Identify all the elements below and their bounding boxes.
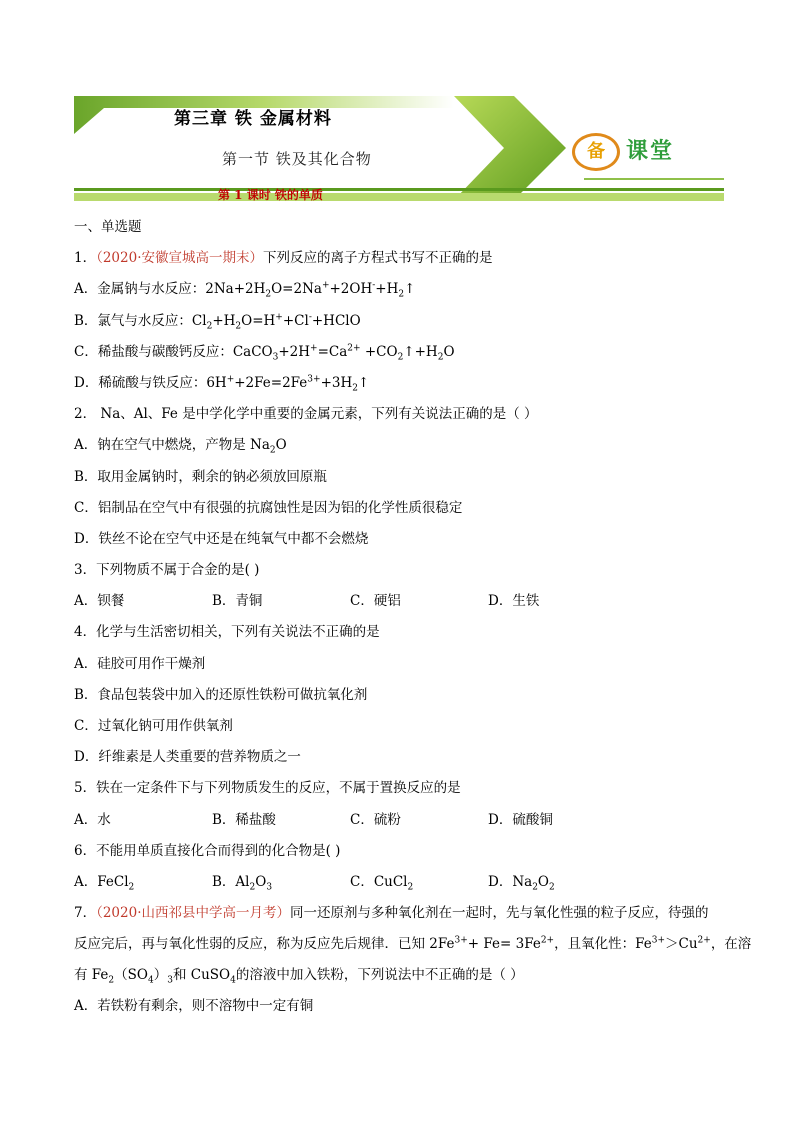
- q6-options: [74, 867, 724, 898]
- q3-option-c: C．硬铝: [350, 593, 401, 610]
- question-source: （2020·安徽宣城高一期末）: [96, 250, 263, 267]
- q5-option-a: A．水: [74, 811, 111, 828]
- question-text: 和 CuSO: [172, 967, 231, 984]
- chevron-shape: [454, 96, 566, 200]
- q3-options: [74, 586, 724, 617]
- document-body: [74, 212, 752, 1022]
- question-text: ，在溶: [710, 936, 752, 953]
- q4-option-a: A．硅胶可用作干燥剂: [74, 655, 206, 672]
- option-label: A．金属钠与水反应：: [74, 281, 206, 298]
- question-text: 反应完后，再与氧化性弱的反应，称为反应先后规律．已知 2Fe: [74, 936, 455, 953]
- q5-option-c: C．硫粉: [350, 811, 401, 828]
- question-7-line-3: 有 $Fe_2(SO_4)_3$和 CuSO$_4$的溶液中加入铁粉，下列说法中不正确的是（ ）: [74, 967, 524, 986]
- question-number: 1．: [74, 250, 97, 267]
- question-text: 的溶液中加入铁粉，下列说法中不正确的是（ ）: [235, 967, 524, 984]
- q7-option-a: A．若铁粉有剩余，则不溶物中一定有铜: [74, 998, 314, 1015]
- section-heading: 一、单选题: [74, 219, 142, 235]
- question-7-line-1: [74, 898, 724, 929]
- q3-option-a: A．钡餐: [74, 593, 125, 610]
- logo-badge: 备: [572, 133, 620, 171]
- question-5-stem: 5．铁在一定条件下与下列物质发生的反应，不属于置换反应的是: [74, 780, 461, 797]
- q3-option-d: D．生铁: [488, 593, 540, 610]
- option-label: C．稀盐酸与碳酸钙反应：: [74, 343, 233, 360]
- option-text: A．FeCl: [74, 873, 129, 890]
- option-text: C．CuCl: [350, 873, 408, 890]
- question-text: ）: [153, 967, 168, 984]
- logo-text: 课堂: [626, 139, 675, 164]
- option-label: B．氯气与水反应：: [74, 312, 192, 329]
- q2-option-a: A．钠在空气中燃烧，产物是 $Na_2O$: [74, 437, 287, 456]
- q2-option-d: D．铁丝不论在空气中还是在纯氧气中都不会燃烧: [74, 530, 369, 547]
- question-text: 同一还原剂与多种氧化剂在一起时，先与氧化性强的粒子反应，待强的: [290, 905, 709, 922]
- q6-option-c: C．CuCl$_2$: [350, 873, 414, 893]
- question-text: + Fe= 3Fe: [467, 936, 541, 953]
- question-6-stem: 6．不能用单质直接化合而得到的化合物是( ): [74, 842, 341, 859]
- question-2-stem: 2． Na、Al、Fe 是中学化学中重要的金属元素，下列有关说法正确的是（ ）: [74, 406, 538, 423]
- q1-option-c: C．稀盐酸与碳酸钙反应：$CaCO_3+2H^+=Ca^{2+}$ $+CO_2↑+H_2O$: [74, 343, 455, 363]
- question-1-stem: [74, 243, 724, 274]
- question-text: 下列反应的离子方程式书写不正确的是: [263, 250, 493, 267]
- question-text: ＞Cu: [665, 936, 698, 953]
- q2-option-c: C．铝制品在空气中有很强的抗腐蚀性是因为铝的化学性质很稳定: [74, 499, 463, 516]
- question-4-stem: 4．化学与生活密切相关，下列有关说法不正确的是: [74, 624, 380, 641]
- chapter-title: 第三章 铁 金属材料: [174, 109, 332, 129]
- q1-option-d: D．稀硫酸与铁反应：$6H^++2Fe=2Fe^{3+}+3H_2↑$: [74, 374, 370, 394]
- q6-option-a: A．FeCl$_2$: [74, 873, 135, 893]
- question-text: 有 Fe: [74, 967, 109, 984]
- question-7-line-2: 反应完后，再与氧化性弱的反应，称为反应先后规律．已知 $2Fe^{3+}+ Fe= 3Fe^{2+}$，且氧化性：$Fe^{3+}>Cu^{2+}$，在溶: [74, 935, 752, 953]
- question-source: （2020·山西祁县中学高一月考）: [96, 905, 290, 922]
- q4-option-d: D．纤维素是人类重要的营养物质之一: [74, 749, 301, 766]
- q5-options: [74, 805, 724, 836]
- question-3-stem: 3．下列物质不属于合金的是( ): [74, 562, 260, 579]
- bottom-rule-dark: [74, 188, 724, 191]
- lesson-title: 第 1 课时 铁的单质: [218, 188, 323, 202]
- q2-option-b: B．取用金属钠时，剩余的钠必须放回原瓶: [74, 468, 327, 485]
- q5-option-d: D．硫酸铜: [488, 811, 553, 828]
- q6-option-d: D．$Na_2O_2$: [488, 873, 555, 893]
- q4-option-b: B．食品包装袋中加入的还原性铁粉可做抗氧化剂: [74, 686, 368, 703]
- option-label: D．稀硫酸与铁反应：: [74, 374, 207, 391]
- q6-option-b: B．$Al_2O_3$: [212, 873, 273, 893]
- q4-option-c: C．过氧化钠可用作供氧剂: [74, 718, 233, 734]
- section-title: 第一节 铁及其化合物: [222, 150, 372, 168]
- q1-option-b: B．氯气与水反应：$Cl_2+H_2O=H^++Cl^-+HClO$: [74, 312, 361, 332]
- logo-underline: [584, 178, 724, 180]
- option-text: D．Na: [488, 873, 533, 890]
- question-text: （SO: [114, 967, 148, 984]
- option-text: B．Al: [212, 873, 250, 890]
- question-number: 7．: [74, 905, 97, 922]
- bottom-rule-light: [74, 193, 724, 201]
- question-text: ，且氧化性：Fe: [554, 936, 652, 953]
- q5-option-b: B．稀盐酸: [212, 811, 276, 828]
- q1-option-a: A．金属钠与水反应：$2Na+2H_2O=2Na^++2OH^-+H_2↑$: [74, 280, 416, 301]
- q3-option-b: B．青铜: [212, 593, 263, 610]
- option-text: A．钠在空气中燃烧，产物是 Na: [74, 437, 270, 454]
